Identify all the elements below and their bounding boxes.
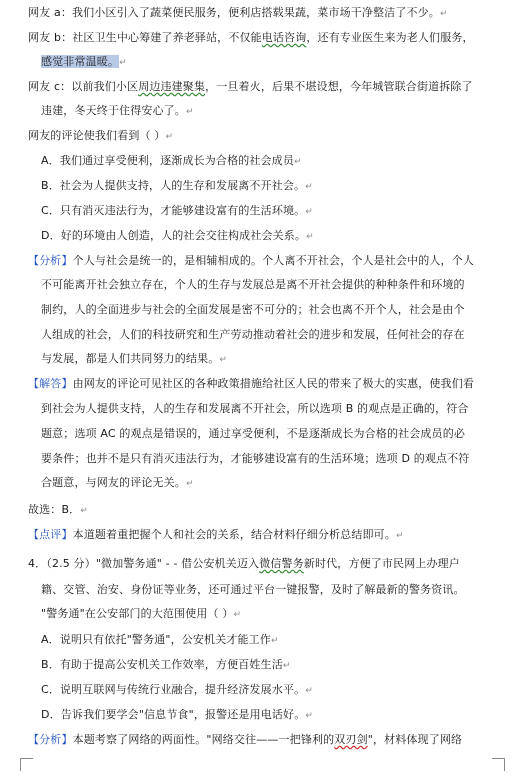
analysis-line1 bbox=[28, 254, 474, 268]
selected-text[interactable]: 感觉非常温暖。 bbox=[41, 55, 120, 68]
q4-option-a bbox=[41, 633, 279, 648]
paragraph-mark-icon: ↵ bbox=[305, 686, 313, 696]
analysis-line3 bbox=[41, 303, 465, 317]
paragraph-mark-icon: ↵ bbox=[165, 132, 174, 142]
analysis-text: 不可能离开社会独立存在，个人的生存与发展总是离不开社会提供的种种条件和环境的 bbox=[41, 278, 465, 291]
question-stem bbox=[28, 129, 173, 144]
netizen-c-text-line2: 违建，冬天终于住得安心了。 bbox=[41, 104, 186, 117]
question4-text-post: 新时代，方便了市民网上办理户 bbox=[303, 557, 460, 570]
paragraph-mark-icon: ↵ bbox=[305, 182, 313, 192]
paragraph-mark-icon: ↵ bbox=[80, 506, 88, 516]
comment-text: 本道题着重把握个人和社会的关系，结合材料仔细分析总结即可。 bbox=[72, 528, 396, 541]
option-a-text: A．我们通过享受便利，逐渐成长为合格的社会成员 bbox=[41, 154, 294, 167]
solution-tag: 【解答】 bbox=[28, 377, 73, 390]
solution-text: 到社会为人提供支持，人的生存和发展离不开社会，所以选项 B 的观点是正确的，符合 bbox=[41, 402, 469, 415]
analysis-line2 bbox=[41, 278, 465, 292]
netizen-c-text-post: ，一旦着火，后果不堪设想，今年城管联合街道拆除了 bbox=[205, 80, 473, 93]
netizen-a-comment bbox=[28, 6, 448, 21]
analysis2-line1 bbox=[28, 733, 462, 747]
analysis2-text-post: "，材料体现了网络 bbox=[367, 733, 463, 746]
question4-line1 bbox=[28, 557, 460, 571]
option-d bbox=[41, 229, 314, 244]
option-a bbox=[41, 154, 302, 169]
netizen-a-text: 网友 a：我们小区引入了蔬菜便民服务，便利店搭载果蔬，菜市场干净整洁了不少。 bbox=[28, 6, 440, 19]
netizen-c-comment-line1 bbox=[28, 80, 473, 94]
analysis-line5 bbox=[41, 352, 227, 367]
solution-line4 bbox=[41, 452, 469, 466]
question-stem-text: 网友的评论使我们看到（ ） bbox=[28, 129, 166, 142]
question4-line2 bbox=[41, 583, 465, 597]
solution-line2 bbox=[41, 402, 469, 416]
solution-line1 bbox=[28, 377, 474, 391]
q4-option-d-text: D．告诉我们要学会"信息节食"，报警还是用电话好。 bbox=[41, 708, 306, 721]
analysis-text: 个人与社会是统一的，是相辅相成的。个人离不开社会，个人是社会中的人，个人 bbox=[72, 254, 475, 267]
q4-option-b-text: B．有助于提高公安机关工作效率，方便百姓生活 bbox=[41, 658, 283, 671]
netizen-c-text-pre: 网友 c：以前我们小区 bbox=[28, 80, 139, 93]
analysis2-tag: 【分析】 bbox=[28, 733, 73, 746]
netizen-b-comment-line2 bbox=[41, 55, 127, 70]
paragraph-mark-icon: ↵ bbox=[282, 661, 291, 671]
q4-option-b bbox=[41, 658, 291, 673]
option-c bbox=[41, 204, 313, 219]
paragraph-mark-icon: ↵ bbox=[119, 58, 127, 68]
paragraph-mark-icon: ↵ bbox=[293, 157, 302, 167]
analysis-tag: 【分析】 bbox=[28, 254, 73, 267]
q4-option-c bbox=[41, 683, 313, 698]
option-d-text: D．好的环境由人创造，人的社会交往构成社会关系。 bbox=[41, 229, 307, 242]
analysis-text: 人组成的社会，人们的科技研究和生产劳动推动着社会的进步和发展，任何社会的存在 bbox=[41, 328, 465, 341]
comment-tag: 【点评】 bbox=[28, 528, 73, 541]
question4-text: 籍、交管、治安、身份证等业务，还可通过平台一键报警，及时了解最新的警务资讯。 bbox=[41, 583, 465, 596]
analysis-line4 bbox=[41, 328, 465, 342]
solution-text: 合题意，与网友的评论无关。 bbox=[41, 476, 186, 489]
question4-line3 bbox=[41, 607, 241, 622]
netizen-b-text-post: ，还有专业医生来为老人们服务， bbox=[306, 31, 474, 44]
paragraph-mark-icon: ↵ bbox=[270, 636, 279, 646]
solution-text: 题意；选项 AC 的观点是错误的，通过享受便利，不是逐渐成长为合格的社会成员的必 bbox=[41, 427, 466, 440]
analysis-text: 制约，人的全面进步与社会的全面发展是密不可分的；社会也离不开个人，社会是由个 bbox=[41, 303, 465, 316]
paragraph-mark-icon: ↵ bbox=[185, 479, 194, 489]
analysis2-text-pre: 本题考察了网络的两面性。"网络交往——一把锋利的 bbox=[72, 733, 335, 746]
q4-option-d bbox=[41, 708, 313, 723]
option-b-text: B．社会为人提供支持，人的生存和发展离不开社会。 bbox=[41, 179, 306, 192]
analysis2-text-marked: 双刃剑 bbox=[334, 733, 368, 746]
solution-line5 bbox=[41, 476, 194, 491]
netizen-b-text-pre: 网友 b：社区卫生中心筹建了养老驿站，不仅能 bbox=[28, 31, 262, 44]
question4-text-marked: 微信警务 bbox=[259, 557, 304, 570]
page-corner-mark-left bbox=[20, 758, 33, 771]
q4-option-c-text: C．说明互联网与传统行业融合，提升经济发展水平。 bbox=[41, 683, 306, 696]
q4-option-a-text: A．说明只有依托"警务通"，公安机关才能工作 bbox=[41, 633, 271, 646]
page-corner-mark-right bbox=[492, 758, 505, 771]
question4-text-pre: 4．（2.5 分）"微加警务通" - - 借公安机关迈入 bbox=[28, 557, 260, 570]
netizen-b-text-marked: 电话咨询 bbox=[261, 31, 307, 44]
paragraph-mark-icon: ↵ bbox=[395, 531, 404, 541]
netizen-c-comment-line2 bbox=[41, 104, 194, 119]
paragraph-mark-icon: ↵ bbox=[306, 232, 314, 242]
option-b bbox=[41, 179, 313, 194]
question4-text: "警务通"在公安部门的大范围使用（ ） bbox=[41, 607, 234, 620]
paragraph-mark-icon: ↵ bbox=[305, 711, 314, 721]
paragraph-mark-icon: ↵ bbox=[185, 107, 194, 117]
answer bbox=[28, 503, 88, 518]
option-c-text: C．只有消灭违法行为，才能够建设富有的生活环境。 bbox=[41, 204, 306, 217]
paragraph-mark-icon: ↵ bbox=[439, 9, 448, 19]
paragraph-mark-icon: ↵ bbox=[305, 207, 313, 217]
analysis-text: 与发展，都是人们共同努力的结果。 bbox=[41, 352, 220, 365]
comment bbox=[28, 528, 404, 543]
netizen-c-text-marked: 周边违建聚集 bbox=[138, 80, 206, 93]
paragraph-mark-icon: ↵ bbox=[233, 610, 242, 620]
netizen-b-comment-line1 bbox=[28, 31, 474, 45]
paragraph-mark-icon: ↵ bbox=[219, 355, 228, 365]
solution-text: 由网友的评论可见社区的各种政策措施给社区人民的带来了极大的实惠，使我们看 bbox=[72, 377, 475, 390]
answer-text: 故选：B． bbox=[28, 503, 81, 516]
solution-text: 要条件；也并不是只有消灭违法行为，才能够建设富有的生活环境；选项 D 的观点不符 bbox=[41, 452, 470, 465]
solution-line3 bbox=[41, 427, 465, 441]
